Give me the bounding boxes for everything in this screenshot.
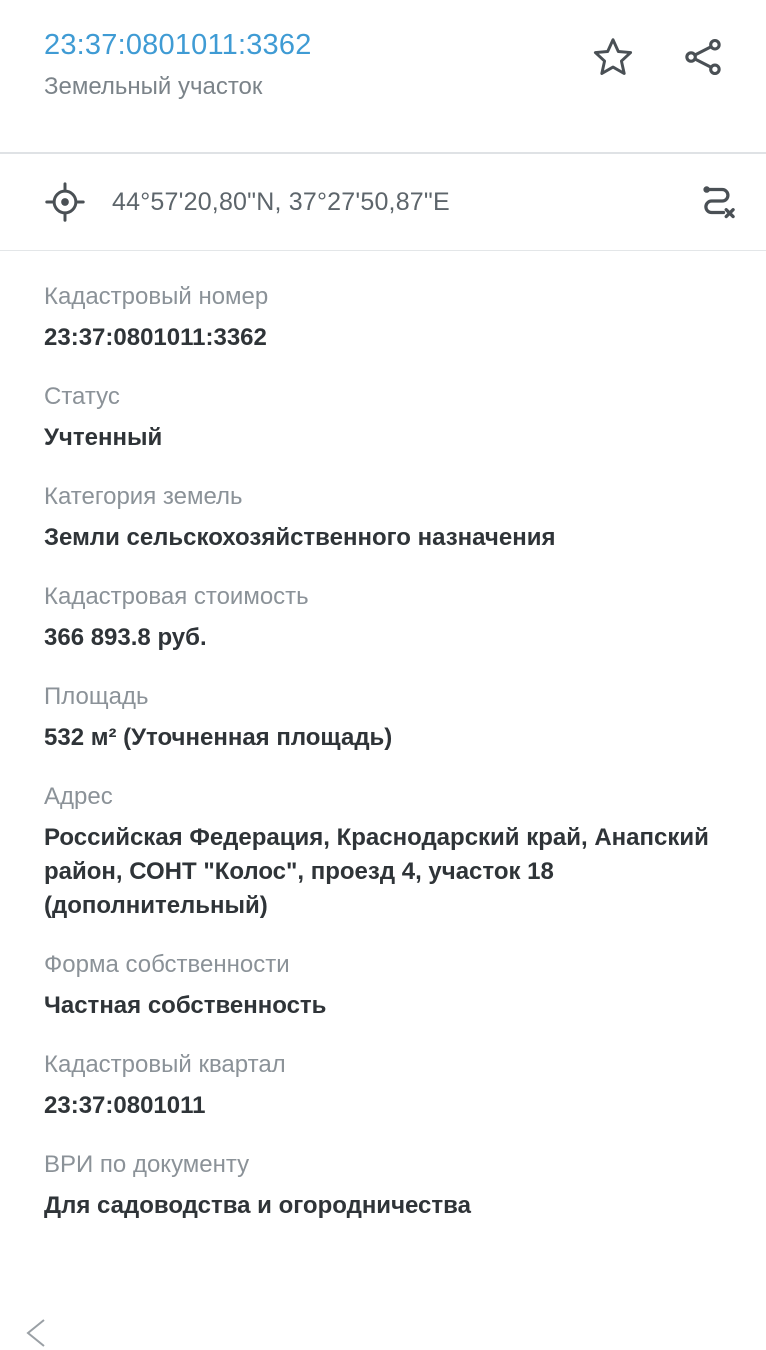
property-value: Частная собственность <box>44 992 327 1019</box>
property-value: Земли сельскохозяйственного назначения <box>44 524 556 551</box>
favorite-button[interactable] <box>590 34 636 80</box>
property-ownership-form <box>44 949 722 1023</box>
coordinates-row[interactable] <box>0 154 766 250</box>
coordinates-left <box>44 181 450 223</box>
property-cadastral-value <box>44 581 722 655</box>
page-header <box>0 0 766 152</box>
property-cadastral-number <box>44 281 722 355</box>
share-button[interactable] <box>680 34 726 80</box>
property-value: 532 м² (Уточненная площадь) <box>44 724 393 751</box>
property-label: Категория земель <box>44 483 243 510</box>
property-label: Статус <box>44 383 120 410</box>
property-status <box>44 381 722 455</box>
header-text-block <box>44 22 312 104</box>
properties-list <box>0 251 766 1223</box>
route-cancel-icon <box>694 179 740 225</box>
share-icon <box>681 35 725 79</box>
property-area <box>44 681 722 755</box>
star-icon <box>591 35 635 79</box>
header-actions <box>590 22 740 80</box>
property-land-category <box>44 481 722 555</box>
property-value: Российская Федерация, Краснодарский край, Анапский район, СОНТ "Колос", проезд 4, участок 18 (дополнительный) <box>44 824 709 919</box>
property-address <box>44 781 722 923</box>
back-triangle-icon[interactable] <box>22 1316 52 1350</box>
page-title: 23:37:0801011:3362 <box>44 29 312 61</box>
property-value: Для садоводства и огородничества <box>44 1192 471 1219</box>
property-label: Кадастровый номер <box>44 283 269 310</box>
property-label: ВРИ по документу <box>44 1151 250 1178</box>
property-label: Кадастровая стоимость <box>44 583 309 610</box>
property-label: Площадь <box>44 683 149 710</box>
property-cadastral-quarter <box>44 1049 722 1123</box>
coordinates-value: 44°57'20,80"N, 37°27'50,87"E <box>112 187 450 216</box>
property-label: Адрес <box>44 783 113 810</box>
property-value: 23:37:0801011:3362 <box>44 324 267 351</box>
page-subtitle: Земельный участок <box>44 73 263 100</box>
system-navigation-bar <box>0 1316 766 1350</box>
property-value: 23:37:0801011 <box>44 1092 206 1119</box>
route-cancel-button[interactable] <box>694 179 740 225</box>
crosshair-icon[interactable] <box>44 181 86 223</box>
property-value: 366 893.8 руб. <box>44 624 207 651</box>
property-value: Учтенный <box>44 424 163 451</box>
property-label: Кадастровый квартал <box>44 1051 286 1078</box>
property-permitted-use <box>44 1149 722 1223</box>
property-label: Форма собственности <box>44 951 290 978</box>
